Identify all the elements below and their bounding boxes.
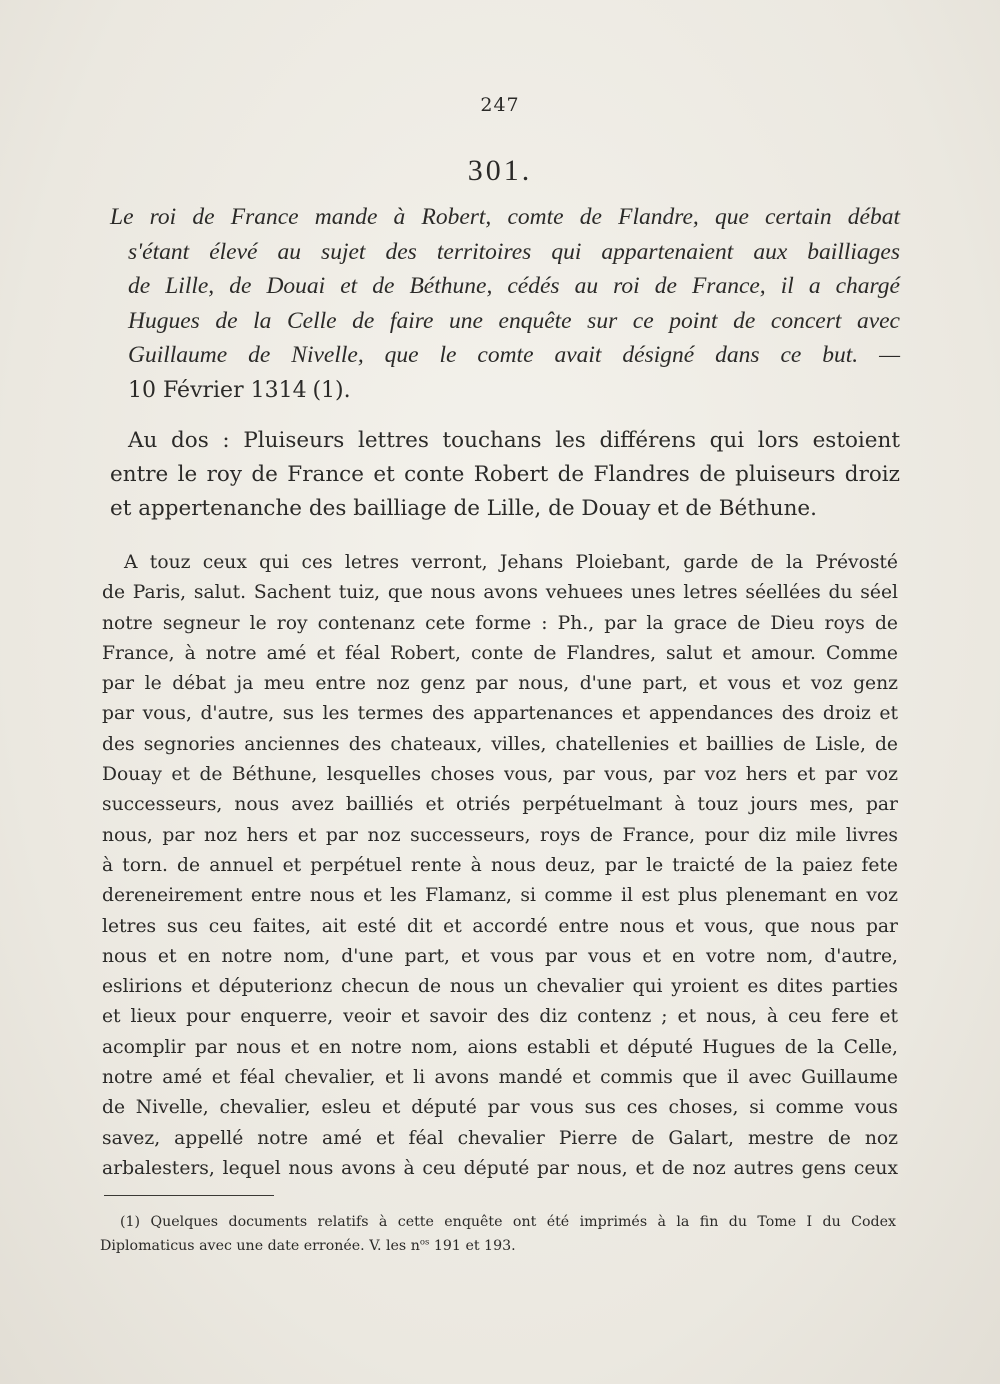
body-line: letres sus ceu faites, ait esté dit et accordé entre nous et vous, que nous par xyxy=(102,915,898,937)
body-line: nous et en notre nom, d'une part, et vous par vous et en votre nom, d'autre, xyxy=(102,945,898,967)
body-line: France, à notre amé et féal Robert, conte de Flandres, salut et amour. Comme xyxy=(102,642,898,664)
dorse-note xyxy=(110,424,900,526)
body-line: et lieux pour enquerre, veoir et savoir des diz contenz ; et nous, à ceu fere et xyxy=(102,1006,898,1028)
summary-line: de Lille, de Douai et de Béthune, cédés au roi de France, il a chargé xyxy=(128,273,900,299)
summary-line: s'étant élevé au sujet des territoires qui appartenaient aux bailliages xyxy=(128,238,900,265)
body-line: nous, par noz hers et par noz successeurs, roys de France, pour diz mile livres xyxy=(102,824,898,846)
summary-line: Le roi de France mande à Robert, comte de Flandre, que certain débat xyxy=(110,204,900,230)
footnote xyxy=(100,1210,896,1258)
document-summary xyxy=(110,200,900,408)
body-line: arbalesters, lequel nous avons à ceu député par nous, et de noz autres gens ceux xyxy=(102,1157,898,1179)
body-line: de Paris, salut. Sachent tuiz, que nous avons vehuees unes letres séellées du séel xyxy=(102,582,898,604)
body-line: notre amé et féal chevalier, et li avons mandé et commis que il avec Guillaume xyxy=(102,1067,898,1089)
footnote-text: Diplomaticus avec une date erronée. V. les n xyxy=(100,1238,420,1254)
body-line: savez, appellé notre amé et féal chevalier Pierre de Galart, mestre de noz xyxy=(102,1127,898,1149)
footnote-line: (1) Quelques documents relatifs à cette enquête ont été imprimés à la fin du Tome I du Codex xyxy=(120,1214,896,1230)
summary-line: Hugues de la Celle de faire une enquête sur ce point de concert avec xyxy=(128,307,900,334)
body-line: A touz ceux qui ces letres verront, Jehans Ploiebant, garde de la Prévosté xyxy=(124,552,898,573)
page-number: 247 xyxy=(480,94,520,116)
dorse-line: Au dos : Pluiseurs lettres touchans les différens qui lors estoient xyxy=(128,428,900,453)
body-line: eslirions et députerionz checun de nous un chevalier qui yroient es dites parties xyxy=(102,976,898,998)
body-line: dereneirement entre nous et les Flamanz, si comme il est plus plenemant en voz xyxy=(102,885,898,907)
dorse-line: entre le roy de France et conte Robert de Flandres de pluiseurs droiz xyxy=(110,462,900,487)
body-line: par le débat ja meu entre noz genz par nous, d'une part, et vous et voz genz xyxy=(102,673,898,695)
body-line: de Nivelle, chevalier, esleu et député par vous sus ces choses, si comme vous xyxy=(102,1097,898,1119)
charter-text xyxy=(102,548,898,1184)
body-line: à torn. de annuel et perpétuel rente à nous deuz, par le traicté de la paiez fete xyxy=(102,854,898,876)
footnote-text: 191 et 193. xyxy=(433,1238,516,1254)
body-line: des segnories anciennes des chateaux, villes, chatellenies et baillies de Lisle, de xyxy=(102,733,898,755)
summary-line: Guillaume de Nivelle, que le comte avait désigné dans ce but. — xyxy=(128,342,900,368)
body-line: par vous, d'autre, sus les termes des appartenances et appendances des droiz et xyxy=(102,703,898,725)
footnote-reference[interactable]: (1). xyxy=(312,377,351,403)
footnote-line xyxy=(100,1234,896,1258)
document-number: 301. xyxy=(467,154,533,187)
footnote-divider xyxy=(104,1195,274,1196)
body-line: successeurs, nous avez bailliés et otriés perpétuelmant à touz jours mes, par xyxy=(102,794,898,816)
body-line: notre segneur le roy contenanz cete forme : Ph., par la grace de Dieu roys de xyxy=(102,612,898,634)
footnote-superscript: os xyxy=(419,1237,430,1248)
summary-date: 10 Février 1314 xyxy=(128,377,307,403)
body-line: Douay et de Béthune, lesquelles choses vous, par vous, par voz hers et par voz xyxy=(102,764,898,786)
dorse-line: et appertenanche des bailliage de Lille, de Douay et de Béthune. xyxy=(110,496,817,521)
body-line: acomplir par nous et en notre nom, aions establi et député Hugues de la Celle, xyxy=(102,1036,898,1058)
summary-date-line xyxy=(110,373,900,409)
